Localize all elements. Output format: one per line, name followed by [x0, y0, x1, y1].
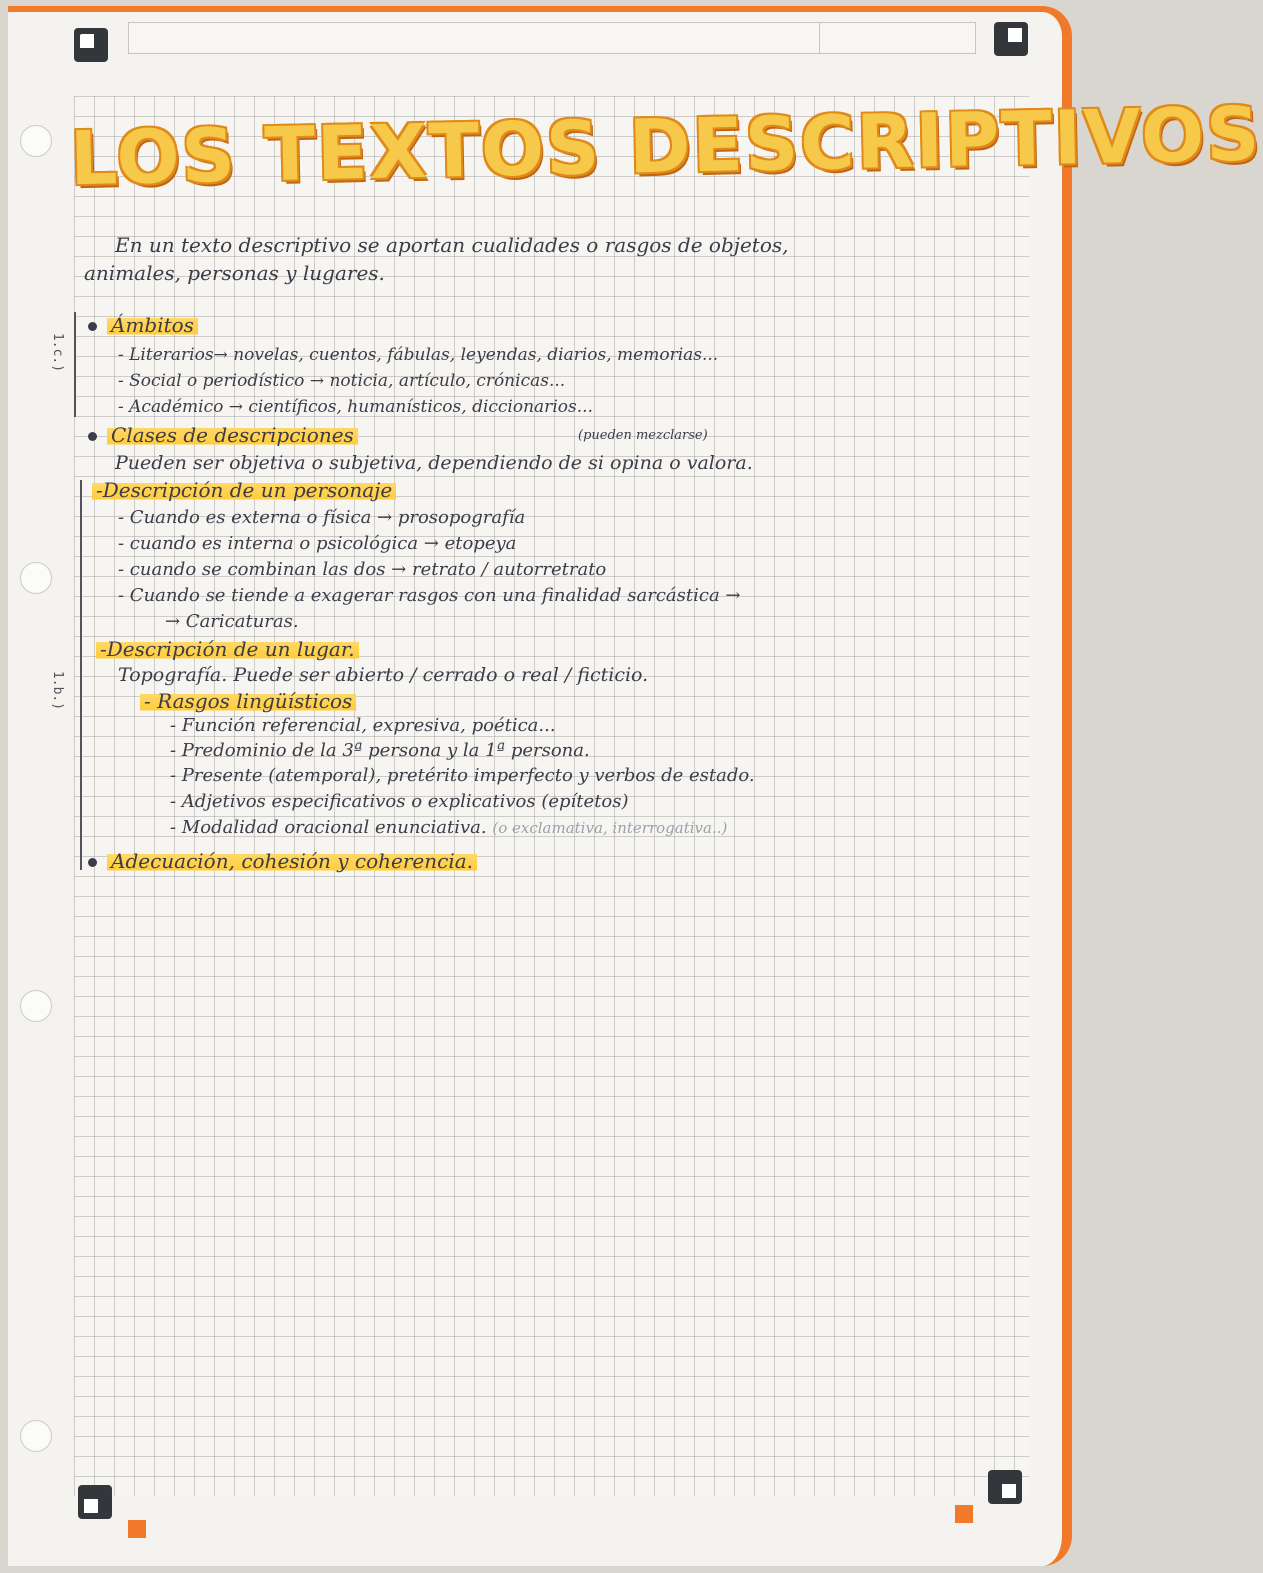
list-item: - cuando se combinan las dos → retrato / autorretrato [118, 559, 607, 580]
list-item: - Cuando es externa o física → prosopografía [118, 507, 526, 528]
corner-marker-icon [988, 1470, 1022, 1504]
section-heading: -Descripción de un lugar. [96, 636, 359, 662]
paragraph: Pueden ser objetiva o subjetiva, dependiendo de si opina o valora. [115, 452, 753, 474]
section-heading: Adecuación, cohesión y coherencia. [88, 848, 477, 874]
margin-note: 1.c.) [50, 332, 66, 373]
list-item: - Predominio de la 3ª persona y la 1ª persona. [170, 740, 590, 761]
section-heading: -Descripción de un personaje [92, 477, 396, 503]
list-item: - Función referencial, expresiva, poética... [170, 715, 556, 736]
orange-square [955, 1505, 973, 1523]
intro-line: En un texto descriptivo se aportan cualidades o rasgos de objetos, [115, 233, 789, 257]
section-heading: Clases de descripciones [88, 422, 358, 448]
list-item: - Académico → científicos, humanísticos, diccionarios... [118, 397, 593, 417]
note: (pueden mezclarse) [578, 428, 708, 443]
page-title: LOS TEXTOS DESCRIPTIVOS [69, 91, 1263, 203]
bullet-icon [88, 432, 97, 441]
bracket [74, 312, 76, 417]
list-item: - Cuando se tiende a exagerar rasgos con una finalidad sarcástica → [118, 585, 741, 606]
intro-line: animales, personas y lugares. [84, 261, 385, 285]
list-item: - Presente (atemporal), pretérito imperfecto y verbos de estado. [170, 765, 755, 786]
header-box [128, 22, 976, 54]
list-item: - Literarios→ novelas, cuentos, fábulas, leyendas, diarios, memorias... [118, 345, 719, 365]
corner-marker-icon [74, 28, 108, 62]
corner-marker-icon [994, 22, 1028, 56]
bullet-icon [88, 322, 97, 331]
list-item: - cuando es interna o psicológica → etopeya [118, 533, 517, 554]
bracket [80, 480, 82, 870]
orange-square [128, 1520, 146, 1538]
note: (o exclamativa, interrogativa..) [492, 819, 728, 837]
list-item-text: - Modalidad oracional enunciativa. [170, 817, 487, 838]
list-item: - Social o periodístico → noticia, artículo, crónicas... [118, 371, 566, 391]
subsection-heading: - Rasgos lingüísticos [140, 688, 356, 714]
corner-marker-icon [78, 1485, 112, 1519]
section-heading: Ámbitos [88, 312, 198, 338]
bullet-icon [88, 858, 97, 867]
list-item [170, 815, 727, 841]
list-item: → Caricaturas. [165, 611, 299, 632]
list-item: - Adjetivos especificativos o explicativos (epítetos) [170, 791, 629, 812]
paragraph: Topografía. Puede ser abierto / cerrado o real / ficticio. [118, 664, 649, 686]
margin-note: 1.b.) [50, 670, 66, 711]
